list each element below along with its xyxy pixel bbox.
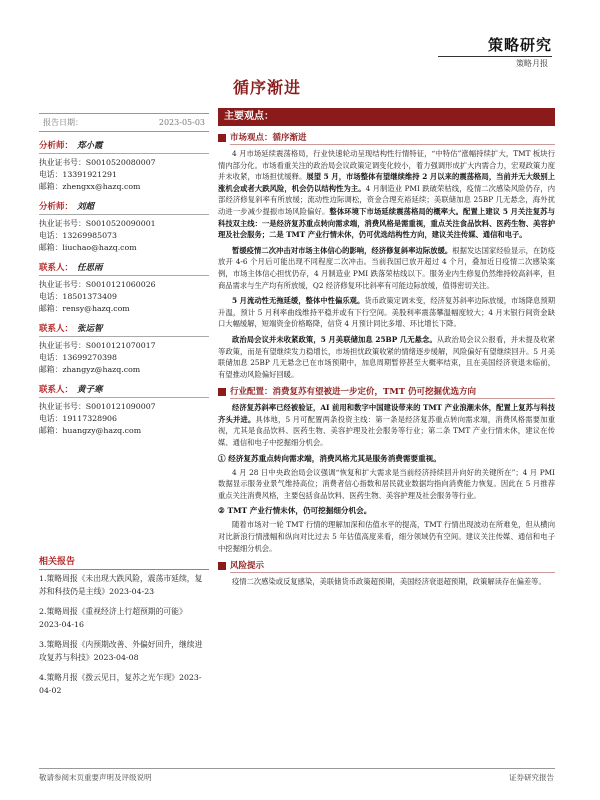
phone-label: 电话： <box>39 170 63 179</box>
cert-label: 执业证书号： <box>39 280 86 289</box>
related-reports-heading: 相关报告 <box>39 554 209 570</box>
section-heading-industry: 行业配置：消费复苏有望被进一步定价，TMT 仍可挖掘优选方向 <box>218 385 555 399</box>
report-date-value: 2023-05-03 <box>158 118 205 127</box>
cert-number: S0010520080007 <box>85 158 156 167</box>
main-content <box>218 108 555 592</box>
cert-label: 执业证书号： <box>39 219 86 228</box>
analyst-block <box>39 200 209 254</box>
contact-name: 张运智 <box>77 324 103 334</box>
paragraph: 政治局会议并未收紧政策，5 月美联储加息 25BP 几无悬念。从政治局会议公报看，并未提及收紧等政策，而是有望继续发力稳增长，市场担忧政策收紧的情绪逐步缓解，风险偏好有望继续回升。5 月美联储加息 25BP 几无悬念已在市场预期中，加息周期暂停甚至大概率结束，且在美国经济衰退未临前，有望推动风险偏好回暖。 <box>218 334 555 379</box>
related-report-link[interactable]: 2.策略周报《重视经济上行超预期的可能》2023-04-16 <box>39 607 187 629</box>
email-link[interactable]: rensy@hazq.com <box>62 304 130 313</box>
cert-label: 执业证书号： <box>39 341 86 350</box>
paragraph: 4 月市场延续震荡格局，行业快速轮动呈现结构性行情特征，“中特估”涨幅持续扩大，TMT 板块行情内部分化。市场看重关注的政治局会议政策定调变化较小，着力强调形成扩大内需合力，宏观政策力度并未收紧，市场担忧缓释。展望 5 月，市场整体有望继续维持 2 月以来的震荡格局，当前并无大级别上涨机会或者大跌风险，机会仍以结构性为主。4 月制造业 PMI 跌破荣枯线，疫情二次感染风险仍存，内部经济修复斜率有所放缓；流动性边际调松，资金合理充裕延续；美联储加息 25BP 几无悬念，海外扰动进一步减少提振市场风险偏好。整体环境下市场延续震荡格局的概率大。配置上建议 5 月关注复苏与科技双主线：一是经济复苏重点转向需求端，消费风格是需重视，重点关注食品饮料、医药生物、美容护理及社会服务；二是 TMT 产业行情未休，仍可优选结构性方向，建议关注传媒、通信和电子。 <box>218 149 556 240</box>
contact-block <box>39 261 209 315</box>
email-label: 邮箱： <box>39 182 63 191</box>
related-report-link[interactable]: 3.策略周报《内预期改善、外偏好回升，继续进攻复苏与科技》2023-04-08 <box>39 640 203 662</box>
analyst-name: 郑小霞 <box>77 141 103 151</box>
phone-label: 电话： <box>39 292 63 301</box>
header-subtitle: 策略月报 <box>516 59 548 68</box>
cert-number: S0010121090007 <box>85 402 156 411</box>
section-heading-market: 市场观点：循序渐进 <box>218 131 555 145</box>
phone-number: 13699270398 <box>62 353 117 362</box>
section-heading-risk: 风险提示 <box>218 559 555 573</box>
email-link[interactable]: zhangyz@hazq.com <box>62 365 141 374</box>
footer-label: 证券研究报告 <box>509 773 554 782</box>
paragraph: 5 月流动性无拖延缓，整体中性偏乐观。货币政策定调未变，经济复苏斜率边际放缓，市场降息预期升温，预计 5 月利率曲线维持平稳并或有下行空间。美股利率震荡攀温幅度较大；4 月末银行间资金缺口大幅缓解，短端资金价格略降，信贷 4 月预计同比多增、环比增长下降。 <box>218 296 555 329</box>
phone-label: 电话： <box>39 353 63 362</box>
phone-number: 18501373409 <box>62 292 117 301</box>
square-bullet-icon <box>218 388 226 396</box>
header-divider <box>438 56 552 57</box>
paragraph: 经济复苏斜率已经被验证，AI 前用和数字中国建设带来的 TMT 产业浪潮未休，配置上复苏与科技齐头并进。具体地，5 月可配置两条投资主线：第一条是经济复苏重点转向需求端，消费风格需要加重视，尤其是食品饮料、医药生物、美容护理及社会服务等行业；第二条 TMT 产业行情未休，建议在传媒、通信和电子中挖掘细分机会。 <box>218 403 556 448</box>
paragraph: 暂缓疫情二次冲击对市场主体信心的影响，经济修复斜率边际放缓。根据发达国家经验显示，在防疫放开 4-6 个月后可能出现不同程度二次冲击。当前我国已放开超过 4 个月，叠加近日疫情二次感染案例，市场主体信心担忧仍存，4 月制造业 PMI 跌落荣枯线以下。服务业内生修复仍然维持较高斜率，但商品需求与生产均有所放缓，Q2 经济修复环比斜率有可能边际放缓，值得密切关注。 <box>218 245 556 290</box>
cert-number: S0010121070017 <box>85 341 156 350</box>
analyst-name: 刘超 <box>77 202 95 212</box>
contact-role: 联系人： <box>39 263 74 273</box>
related-report-link[interactable]: 1.策略周报《未出现大跌风险，震荡市延续，复苏和科技仍是主线》2023-04-23 <box>39 574 203 596</box>
contact-name: 任思雨 <box>77 263 103 273</box>
footer-disclaimer: 敬请参阅末页重要声明及评级说明 <box>39 773 152 782</box>
contact-name: 黄子寒 <box>77 385 103 395</box>
footer-divider <box>39 768 555 769</box>
phone-number: 13269985073 <box>62 231 117 240</box>
paragraph: 4 月 28 日中央政治局会议强调“恢复和扩大需求是当前经济持续回升向好的关键所在”；4 月 PMI 数据显示服务业景气维持高位；消费者信心指数和居民就业数据均指向消费能力恢复。因此在 5 月推荐重点关注消费风格，主要包括食品饮料、医药生物、美容护理及社会服务等行业。 <box>218 467 555 500</box>
paragraph: 疫情二次感染或反复感染，美联储货币政策超预期，美国经济衰退超预期，政策解读存在偏差等。 <box>232 577 546 587</box>
report-date-label: 报告日期： <box>43 118 83 127</box>
key-views-banner: 主要观点： <box>218 108 555 126</box>
analyst-block <box>39 139 209 193</box>
header-title: 策略研究 <box>487 36 552 54</box>
related-report-link[interactable]: 4.策略月报《拨云见日，复苏之光乍现》2023-04-02 <box>39 673 202 695</box>
phone-number: 13391921291 <box>62 170 117 179</box>
analyst-role: 分析师： <box>39 202 74 212</box>
paragraph: 随着市场对一轮 TMT 行情的理解加深和估值水平的提高，TMT 行情出现波动在所难免，但从横向对比新浪行情涨幅和纵向对比过去 5 年估值高度来看，细分领域仍有空间。建议关注传媒、通信和电子中挖掘细分机会。 <box>218 520 555 553</box>
email-link[interactable]: huangzy@hazq.com <box>62 426 142 435</box>
sub-heading: ② TMT 产业行情未休，仍可挖掘细分机会。 <box>218 506 372 516</box>
square-bullet-icon <box>218 562 226 570</box>
email-label: 邮箱： <box>39 243 63 252</box>
email-label: 邮箱： <box>39 426 63 435</box>
page-header <box>0 0 600 72</box>
contact-role: 联系人： <box>39 385 74 395</box>
square-bullet-icon <box>218 134 226 142</box>
email-link[interactable]: liuchao@hazq.com <box>62 243 137 252</box>
report-date-bar <box>39 113 209 132</box>
left-column <box>39 113 209 437</box>
email-label: 邮箱： <box>39 304 63 313</box>
contact-role: 联系人： <box>39 324 74 334</box>
cert-label: 执业证书号： <box>39 402 86 411</box>
phone-label: 电话： <box>39 414 63 423</box>
sub-heading: ① 经济复苏重点转向需求端，消费风格尤其是服务消费需要重视。 <box>218 453 441 463</box>
cert-number: S0010520090001 <box>85 219 156 228</box>
cert-label: 执业证书号： <box>39 158 86 167</box>
cert-number: S0010121060026 <box>85 280 156 289</box>
phone-label: 电话： <box>39 231 63 240</box>
email-link[interactable]: zhengxx@hazq.com <box>62 182 141 191</box>
report-title: 循序渐进 <box>233 78 302 97</box>
email-label: 邮箱： <box>39 365 63 374</box>
analyst-role: 分析师： <box>39 141 74 151</box>
phone-number: 19117328906 <box>62 414 117 423</box>
related-reports-list <box>39 573 209 705</box>
contact-block <box>39 322 209 376</box>
contact-block <box>39 383 209 437</box>
